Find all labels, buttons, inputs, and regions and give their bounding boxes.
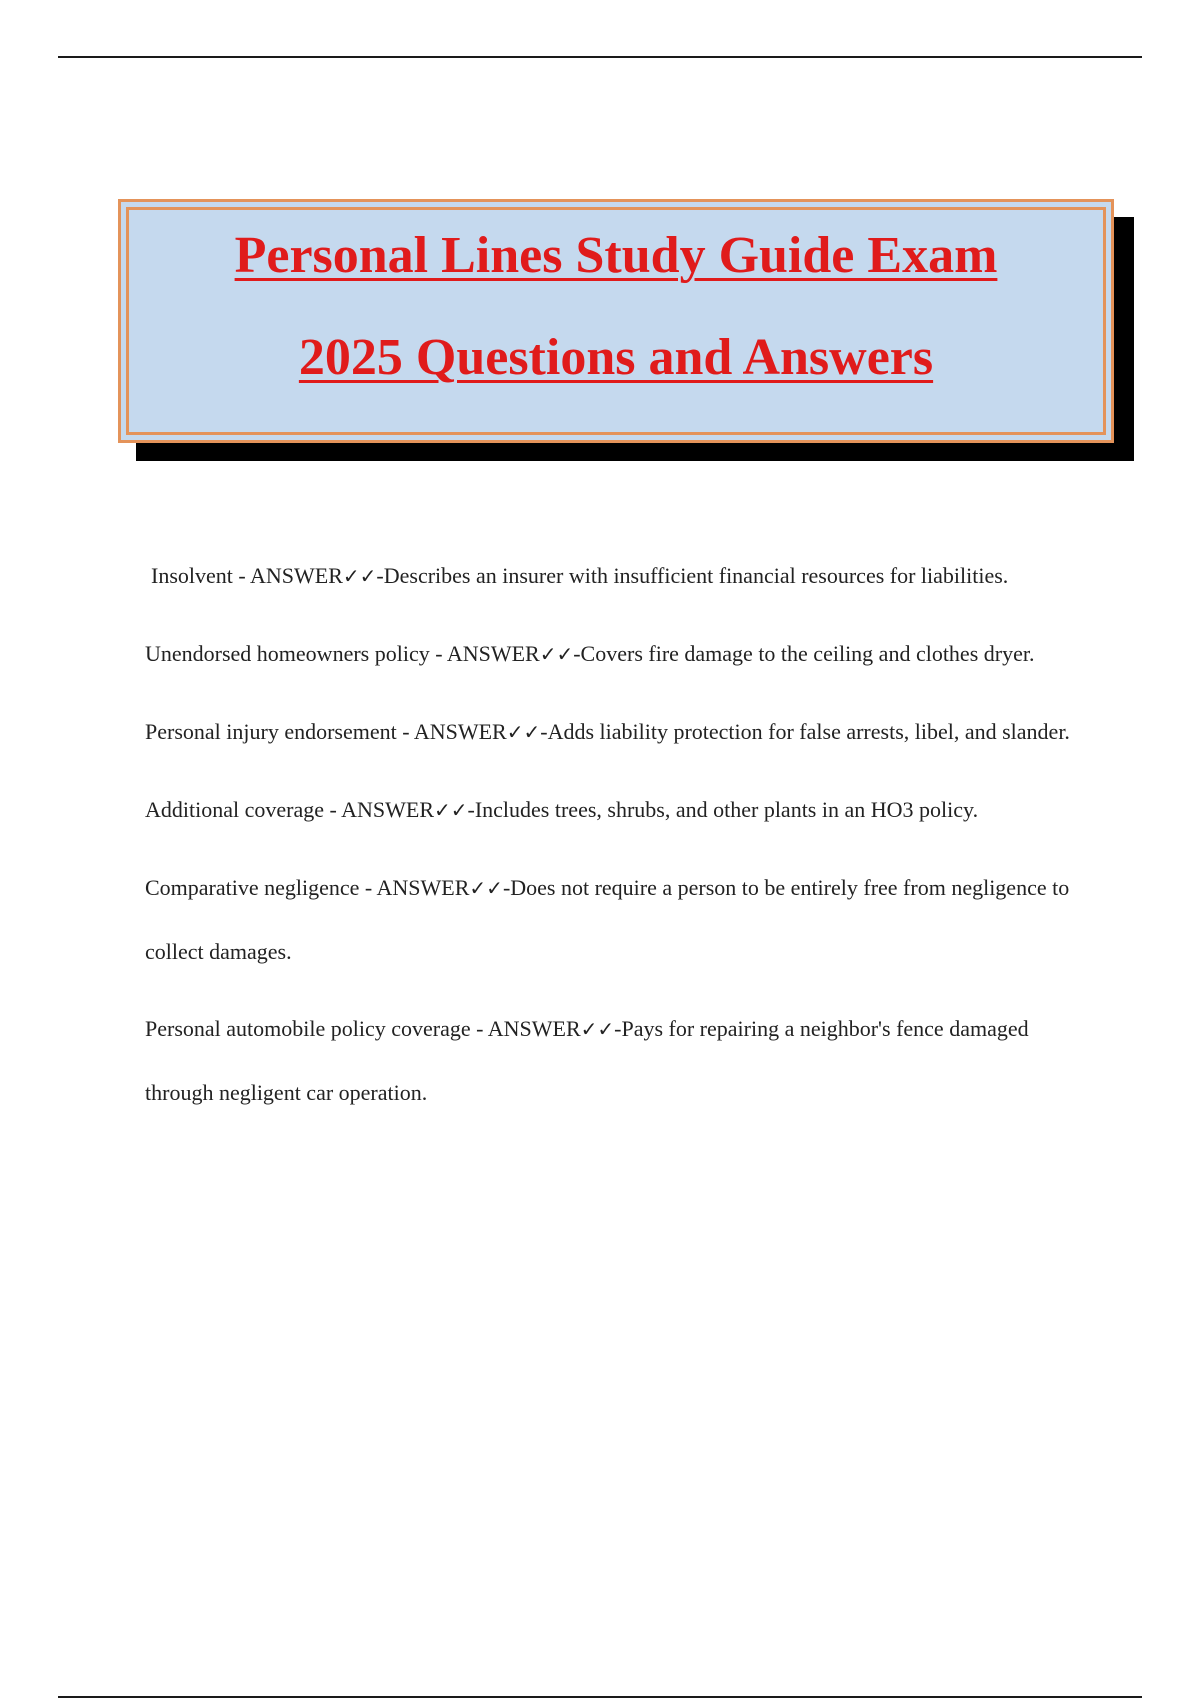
qa-item [145,856,1085,983]
document-title-line-2: 2025 Questions and Answers [298,329,934,386]
qa-answer: -Pays for repairing a neighbor's fence damaged through negligent car operation. [145,1016,1029,1105]
qa-term: Comparative negligence [145,875,360,900]
qa-answer: -Does not require a person to be entirely free from negligence to collect damages. [145,875,1070,964]
qa-term: Additional coverage [145,797,324,822]
question-answer-list [145,544,1085,1138]
check-marks-icon: ✓✓ [342,564,377,588]
bottom-rule [58,1696,1142,1698]
check-marks-icon: ✓✓ [469,876,503,900]
check-marks-icon: ✓✓ [434,798,468,822]
qa-term: Personal injury endorsement [145,719,397,744]
qa-answer: -Describes an insurer with insufficient financial resources for liabilities. [376,563,1009,588]
qa-answer: -Adds liability protection for false arrests, libel, and slander. [540,719,1070,744]
top-rule [58,56,1142,58]
qa-separator: - ANSWER [359,875,470,900]
qa-separator: - ANSWER [396,719,507,744]
qa-separator: - ANSWER [470,1016,581,1041]
check-marks-icon: ✓✓ [580,1017,615,1041]
qa-separator: - ANSWER [324,797,434,822]
check-marks-icon: ✓✓ [539,642,574,666]
qa-answer: -Includes trees, shrubs, and other plants in an HO3 policy. [467,797,979,822]
check-marks-icon: ✓✓ [506,720,541,744]
qa-term: Personal automobile policy coverage [145,1016,471,1041]
qa-term: Insolvent [151,563,233,588]
qa-item [145,997,1085,1124]
qa-item [145,544,1085,608]
qa-term: Unendorsed homeowners policy [145,641,430,666]
qa-item [145,778,1085,842]
qa-separator: - ANSWER [232,563,343,588]
title-banner-box [118,199,1114,443]
document-title-line-1: Personal Lines Study Guide Exam [234,227,998,284]
qa-answer: -Covers fire damage to the ceiling and clothes dryer. [573,641,1035,666]
qa-item [145,622,1085,686]
qa-separator: - ANSWER [429,641,540,666]
qa-item [145,700,1085,764]
title-banner [118,199,1114,443]
